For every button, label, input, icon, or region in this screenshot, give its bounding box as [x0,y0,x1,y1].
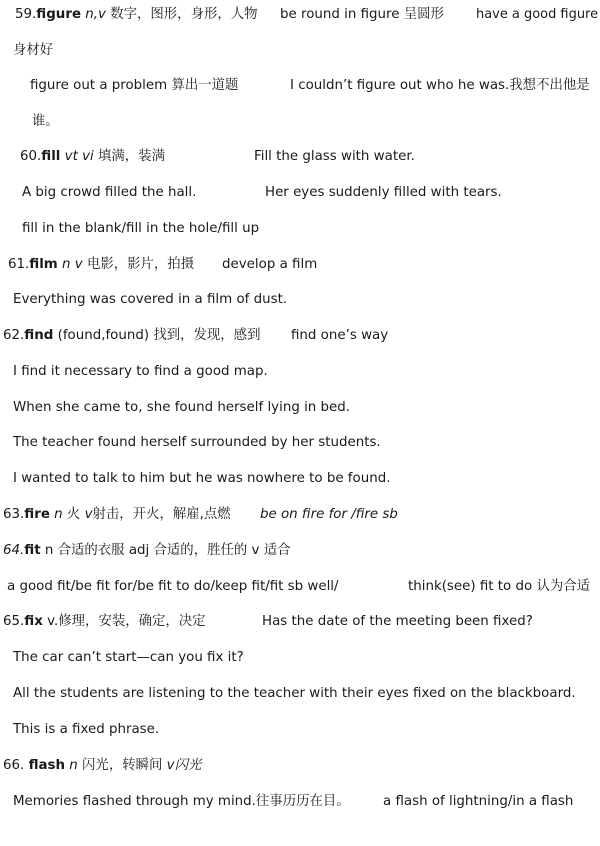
entry-fit-ex2: think(see) fit to do 认为合适 [408,579,591,594]
entry-figure-phrase2: have a good figure [476,7,599,22]
meaning: 填满，装满 [93,149,165,164]
entry-fit-ex1: a good fit/be fit for/be fit to do/keep fit/fit sb well/ [7,579,339,594]
part-of-speech: vt vi [60,149,94,164]
entry-film-ex1: develop a film [222,257,318,272]
headword: fit [24,543,41,558]
entry-figure-cont: 身材好 [13,43,54,58]
meaning: 闪光，转瞬间 [77,758,163,773]
meaning: v.修理，安装，确定，决定 [42,614,206,629]
entry-number: 62. [3,328,25,343]
entry-number: 60. [20,149,42,164]
meaning: 数字，图形，身形，人物 [105,7,258,22]
entry-fix-line1 [3,613,206,631]
entry-number: 66. [3,758,29,773]
entry-number: 61. [8,257,30,272]
headword: fix [24,614,43,629]
part-of-speech: n [49,507,63,522]
entry-figure-phrase1: be round in figure 呈圆形 [280,7,444,22]
entry-figure-ex2: I couldn’t figure out who he was.我想不出他是 [290,78,590,93]
headword: flash [28,758,66,773]
entry-film-line1 [8,256,194,274]
part-of-speech: n [65,758,78,773]
entry-fix-ex1: Has the date of the meeting been fixed? [262,614,533,629]
entry-fill-ex3: Her eyes suddenly filled with tears. [265,185,502,200]
entry-flash-ex1: Memories flashed through my mind.往事历历在目。 [13,794,350,809]
entry-figure-ex1: figure out a problem 算出一道题 [30,78,239,93]
entry-film-ex2: Everything was covered in a film of dust. [13,292,288,307]
entry-flash-ex2: a flash of lightning/in a flash [383,794,574,809]
meaning: 电影，影片，拍摄 [82,257,195,272]
meaning: 找到，发现，感到 [149,328,261,343]
headword: figure [36,7,82,22]
entry-find-line1 [3,327,260,345]
entry-find-ex5: I wanted to talk to him but he was nowhere to be found. [13,471,391,486]
entry-fit-line1 [3,542,290,560]
entry-flash-line1 [3,757,201,775]
verb-forms: (found,found) [53,328,150,343]
part-of-speech: v [162,758,175,773]
entry-number: 65. [3,614,25,629]
headword: fire [24,507,50,522]
entry-fix-ex2: The car can’t start—can you fix it? [13,650,244,665]
entry-fill-ex1: Fill the glass with water. [254,149,415,164]
entry-find-ex3: When she came to, she found herself lying in bed. [13,400,351,415]
entry-find-ex2: I find it necessary to find a good map. [13,364,268,379]
entry-find-ex1: find one’s way [291,328,389,343]
entry-number: 63. [3,507,25,522]
entry-find-ex4: The teacher found herself surrounded by her students. [13,435,381,450]
entry-fill-line1 [20,148,165,166]
meaning: n 合适的衣服 adj 合适的，胜任的 v 适合 [40,543,291,558]
meaning: 闪光 [174,758,202,773]
entry-fill-ex2: A big crowd filled the hall. [22,185,197,200]
entry-fix-ex4: This is a fixed phrase. [13,722,160,737]
entry-fill-ex4: fill in the blank/fill in the hole/fill up [22,221,260,236]
headword: fill [41,149,61,164]
meaning: 射击，开火，解雇,点燃 [92,507,231,522]
entry-number: 59. [15,7,37,22]
part-of-speech: n v [57,257,83,272]
part-of-speech: v [80,507,93,522]
entry-figure-ex2-cont: 谁。 [32,114,59,129]
entry-fix-ex3: All the students are listening to the teacher with their eyes fixed on the blackboard. [13,686,576,701]
entry-number: 64. [3,543,25,558]
entry-fire-line1 [3,506,231,524]
headword: find [24,328,54,343]
meaning: 火 [62,507,81,522]
headword: film [29,257,58,272]
entry-fire-ex1: be on fire for /fire sb [260,507,398,522]
entry-figure-line1 [15,6,258,24]
part-of-speech: n,v [81,7,106,22]
